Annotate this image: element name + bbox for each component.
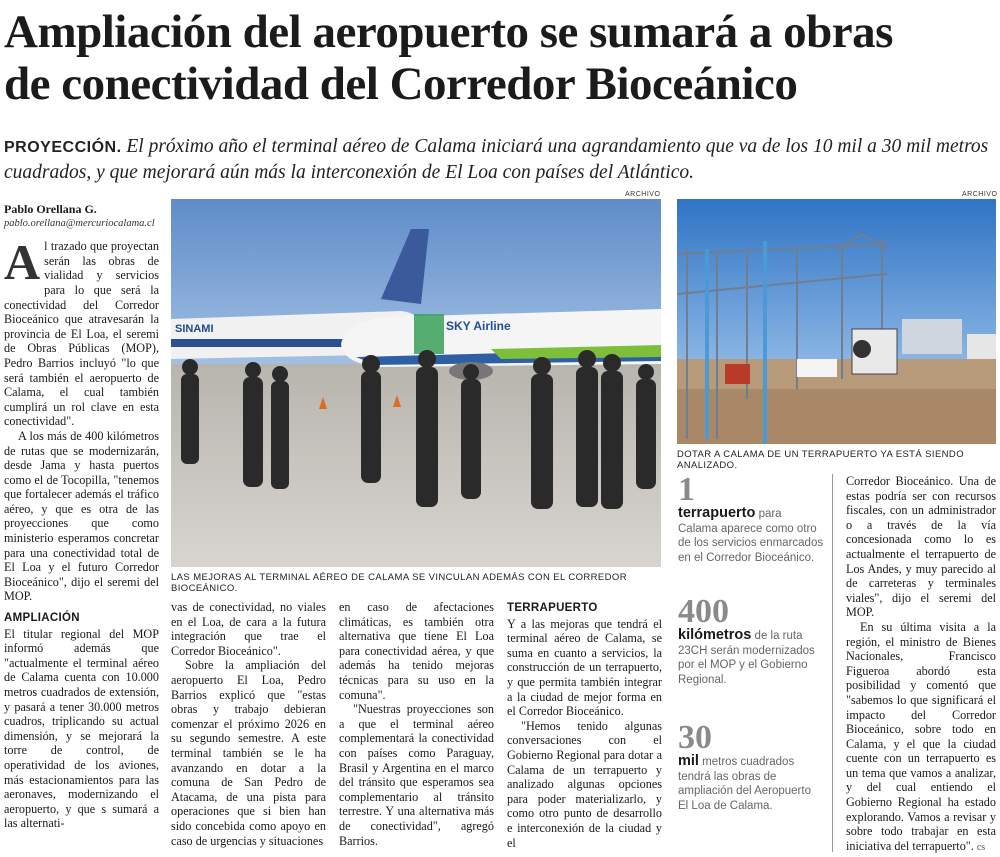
stat-3-lead: mil — [678, 753, 699, 769]
terrapuerto-photo — [677, 199, 996, 444]
byline-email[interactable]: pablo.orellana@mercuriocalama.cl — [4, 217, 155, 229]
column-6 — [846, 474, 996, 855]
column-2 — [171, 600, 326, 848]
dropcap: A — [4, 234, 41, 291]
passengers — [181, 350, 656, 509]
column-4 — [507, 597, 662, 850]
column-1-p2: A los más de 400 kilómetros de rutas que se modernizarán, desde Jama y hasta puertos como el de Tocopilla, "tenemos que fortalecer además el tráfico aéreo, y que es otra de las proyecciones que como ministerio esperamos concretar para una conectividad total de El Loa y el futuro Corredor Bioceánico", dijo el seremi del MOP. — [4, 428, 159, 604]
stat-1-text: para Calama aparece como otro de los servicios enmarcados en el Corredor Bioceánico. — [678, 508, 824, 564]
lede-text: El próximo año el terminal aéreo de Calama iniciará una agrandamiento que va de los 10 mil a 30 mil metros cuadrados, y que mejorará aún más la interconexión de El Loa con países del Atlántico. — [4, 136, 989, 183]
side-photo-caption: DOTAR A CALAMA DE UN TERRAPUERTO YA ESTÁ SIENDO ANALIZADO. — [677, 449, 964, 471]
right-plane-text: SKY Airline — [446, 319, 511, 333]
column-4-p2: "Hemos tenido algunas conversaciones con el Gobierno Regional para dotar a Calama de un terrapuerto y analizado algunas opciones para poder materializarlo, y como otro punto de desarrollo e interconexión de la ciudad y el — [507, 718, 662, 850]
stat-2-text: de la ruta 23CH serán modernizados por el MOP y el Gobierno Regional. — [678, 630, 815, 686]
column-4-p1: Y a las mejoras que tendrá el terminal aéreo de Calama, se suma en cuanto a servicios, la construcción de un terrapuerto, y que permita también integrar a la ciudad de mejor forma en el Corredor Bioceánico. — [507, 616, 662, 719]
column-1 — [4, 202, 159, 831]
end-mark: cs — [976, 841, 986, 853]
left-plane-text: SINAMI — [175, 323, 214, 335]
column-6-p1: Corredor Bioceánico. Una de estas podría ser con recursos fiscales, con un administrador o a través de la vía concesionada como lo es actualmente el terrapuerto de Los Andes, y muy parecido al de carreteras y terminales viales", dijo el seremi del MOP. — [846, 474, 996, 620]
column-1-p1: Al trazado que proyectan serán las obras de vialidad y servicios para lo que será la conectividad del Corredor Bioceánico que atravesarán la provincia de El Loa, el seremi de Obras Públicas (MOP), Pedro Barrios incluyó "lo que será también el aeropuerto de Calama, el cual también cumplirá un rol clave en esta conectividad". — [4, 234, 159, 429]
stat-2 — [678, 593, 824, 687]
side-photo-credit: ARCHIVO — [962, 191, 998, 198]
subhead-ampliacion: AMPLIACIÓN — [4, 612, 80, 625]
column-2-p1: vas de conectividad, no viales en el Loa, de cara a la futura integración que trae el Corredor Bioceánico". — [171, 600, 326, 658]
column-3-p2: "Nuestras proyecciones son a que el terminal aéreo complementará la conectividad con países como Paraguay, Brasil y Argentina en el marco del tránsito que esperamos sea complementario al tránsito terrestre. Y una alternativa más de conectividad", agregó Barrios. — [339, 702, 494, 848]
stat-3-text: metros cuadrados tendrá las obras de ampliación del Aeropuerto El Loa de Calama. — [678, 756, 811, 812]
stat-2-lead: kilómetros — [678, 627, 752, 643]
column-3-p1: en caso de afectaciones climáticas, es también otra alternativa que tiene El Loa para conectividad aérea, y que además ha tenido mejoras técnicas para su uso en la comuna". — [339, 600, 494, 702]
stat-1 — [678, 471, 824, 565]
stat-3-number: 30 — [678, 719, 712, 756]
stat-1-lead: terrapuerto — [678, 505, 756, 521]
main-photo — [171, 199, 661, 567]
column-3 — [339, 600, 494, 848]
main-photo-caption: LAS MEJORAS AL TERMINAL AÉREO DE CALAMA SE VINCULAN ADEMÁS CON EL CORREDOR BIOCEÁNICO. — [171, 572, 627, 594]
lede-kicker: PROYECCIÓN. — [4, 139, 122, 156]
headline-line-1: Ampliación del aeropuerto se sumará a obras — [4, 6, 893, 58]
side-photo — [677, 199, 996, 444]
main-photo-credit: ARCHIVO — [625, 191, 661, 198]
column-1-p3: El titular regional del MOP informó además que "actualmente el terminal aéreo de Calama cuenta con 10.000 metros cuadrados de extensión, y pasará a tener 30.000 metros cuadros, triplicando su actual dimensión, y se mejorará la torre de control, de operatividad de los aviones, más estacionamientos para las aeronaves, modernizando el aeropuerto, y que s sumará a las alternati- — [4, 626, 159, 831]
column-2-p2: Sobre la ampliación del aeropuerto El Loa, Pedro Barrios explicó que "estas obras y trabajo debieran comenzar el próximo 2026 en su segundo semestre. A este terminal también se le ha avanzando en dotar a la comuna de San Pedro de Atacama, de una pista para operaciones que si bien han sido concebida como apoyo en caso de urgencias y situaciones — [171, 658, 326, 848]
headline-line-2: de conectividad del Corredor Bioceánico — [4, 58, 798, 110]
subhead-terrapuerto: TERRAPUERTO — [507, 602, 598, 614]
column-divider — [832, 474, 833, 852]
stat-2-number: 400 — [678, 593, 729, 630]
stat-3 — [678, 719, 824, 813]
lede — [4, 134, 996, 185]
headline — [4, 6, 996, 110]
airport-tarmac-photo — [171, 199, 661, 567]
column-6-p2: En su última visita a la región, el ministro de Bienes Nacionales, Francisco Figueroa abordó esta posibilidad y comentó que "sabemos lo que significará el impacto del Corredor Bioceánico, sobre todo en Calama, y el que la ciudad cuente con un terrapuerto es un tema que vamos a analizar, y del cual entiendo el Gobierno Regional ha estado explorando. Vamos a revisar y sobre todo trabajar en esta iniciativa del terrapuerto". cs — [846, 619, 996, 853]
byline-name: Pablo Orellana G. — [4, 202, 97, 216]
stat-1-number: 1 — [678, 471, 695, 508]
